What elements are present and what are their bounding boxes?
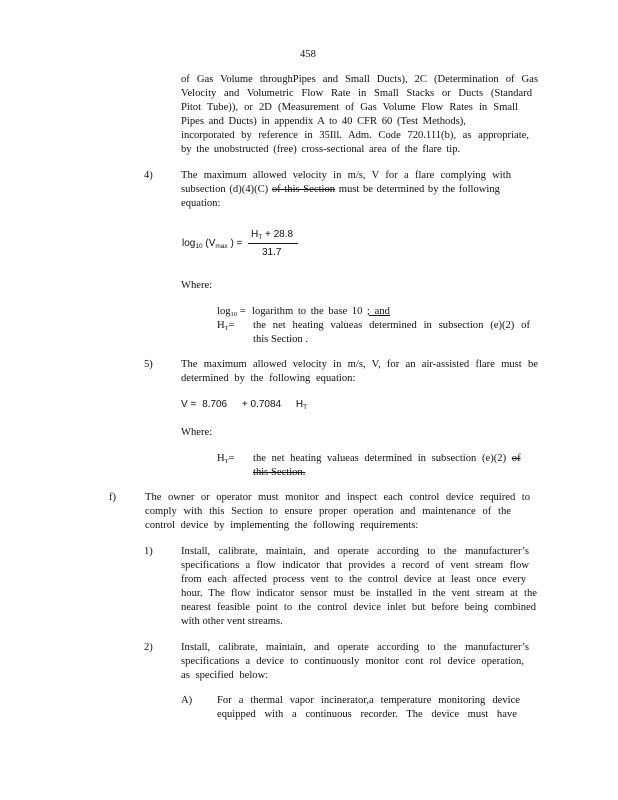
item-2-line: Install, calibrate, maintain, and operate according to the manufacturer’s [181, 642, 529, 653]
item-1-line: specifications a flow indicator that provides a record of vent stream flow [181, 560, 529, 571]
paragraph-line: Pipes and Ducts) in appendix A to 40 CFR 60 (Test Methods), [181, 116, 466, 127]
item-1-line: Install, calibrate, maintain, and operate according to the manufacturer’s [181, 546, 529, 557]
definition-text: this Section. [253, 467, 306, 478]
item-2-line: specifications a device to continuously monitor cont rol device operation, [181, 656, 524, 667]
definition-text: logarithm to the base 10 ; and [252, 306, 390, 317]
definition-term: $\log_{10}$ = [217, 306, 246, 318]
paragraph-line: by the unobstructed (free) cross-sectional area of the flare tip. [181, 144, 461, 155]
item-number: 2) [144, 642, 153, 653]
equation-numerator: $H_T + 28.8$ [251, 229, 294, 241]
definition-term: $H_T=$ [217, 320, 235, 332]
equation-denominator: 31.7 [262, 247, 282, 258]
struck-text: this Section [253, 467, 303, 478]
paragraph-line: of Gas Volume throughPipes and Small Ducts), 2C (Determination of Gas [181, 74, 538, 85]
item-5-line: determined by the following equation: [181, 373, 356, 384]
item-number: 5) [144, 359, 153, 370]
item-number: 1) [144, 546, 153, 557]
item-f-line: comply with this Section to ensure proper operation and maintenance of the [145, 506, 511, 517]
struck-text: of [511, 453, 521, 464]
item-4-line: equation: [181, 198, 221, 209]
item-2-line: as specified below: [181, 670, 269, 681]
paragraph-line: incorporated by reference in 35Ill. Adm. Code 720.111(b), as appropriate, [181, 130, 529, 141]
item-a-line: For a thermal vapor incinerator,a temperature monitoring device [217, 695, 520, 706]
item-f-line: The owner or operator must monitor and inspect each control device required to [145, 492, 530, 503]
item-number: f) [109, 492, 117, 503]
paragraph-line: Pitot Tube)), or 2D (Measurement of Gas Volume Flow Rates in Small [181, 102, 518, 113]
item-1-line: with other vent streams. [181, 616, 283, 627]
item-a-line: equipped with a continuous recorder. The device must have [217, 709, 517, 720]
item-4-line: The maximum allowed velocity in m/s, V for a flare complying with [181, 170, 511, 181]
definition-text: this Section . [253, 334, 309, 345]
equation-air-assisted: V = 8.706 + 0.7084 $H_T$ [181, 399, 308, 411]
equation-lhs: $\log_{10} (V_{max}$ ) = [182, 238, 243, 250]
paragraph-line: Velocity and Volumetric Flow Rate in Small Stacks or Ducts (Standard [181, 88, 532, 99]
definition-term: $H_T=$ [217, 453, 235, 465]
page-number: 458 [300, 49, 316, 60]
item-number: A) [181, 695, 193, 706]
item-4-line [181, 183, 500, 197]
where-label: Where: [181, 427, 213, 438]
item-4-text: must be determined by the following [338, 184, 500, 195]
item-1-line: hour. The flow indicator sensor must be installed in the vent stream at the [181, 588, 537, 599]
definition-text: the net heating valueas determined in subsection (e)(2) of [253, 453, 521, 464]
item-f-line: control device by implementing the following requirements: [145, 520, 419, 531]
where-label: Where: [181, 280, 213, 291]
struck-text: of this Section [271, 184, 336, 195]
fraction-bar [248, 243, 298, 244]
definition-text: the net heating valueas determined in subsection (e)(2) of [253, 320, 530, 331]
item-1-line: nearest feasible point to the control device inlet but before being combined [181, 602, 536, 613]
item-5-line: The maximum allowed velocity in m/s, V, for an air-assisted flare must be [181, 359, 538, 370]
item-1-line: from each affected process vent to the control device at least once every [181, 574, 526, 585]
item-4-text: subsection (d)(4)(C) [181, 184, 269, 195]
underlined-text: ; and [367, 306, 390, 317]
item-number: 4) [144, 170, 153, 181]
